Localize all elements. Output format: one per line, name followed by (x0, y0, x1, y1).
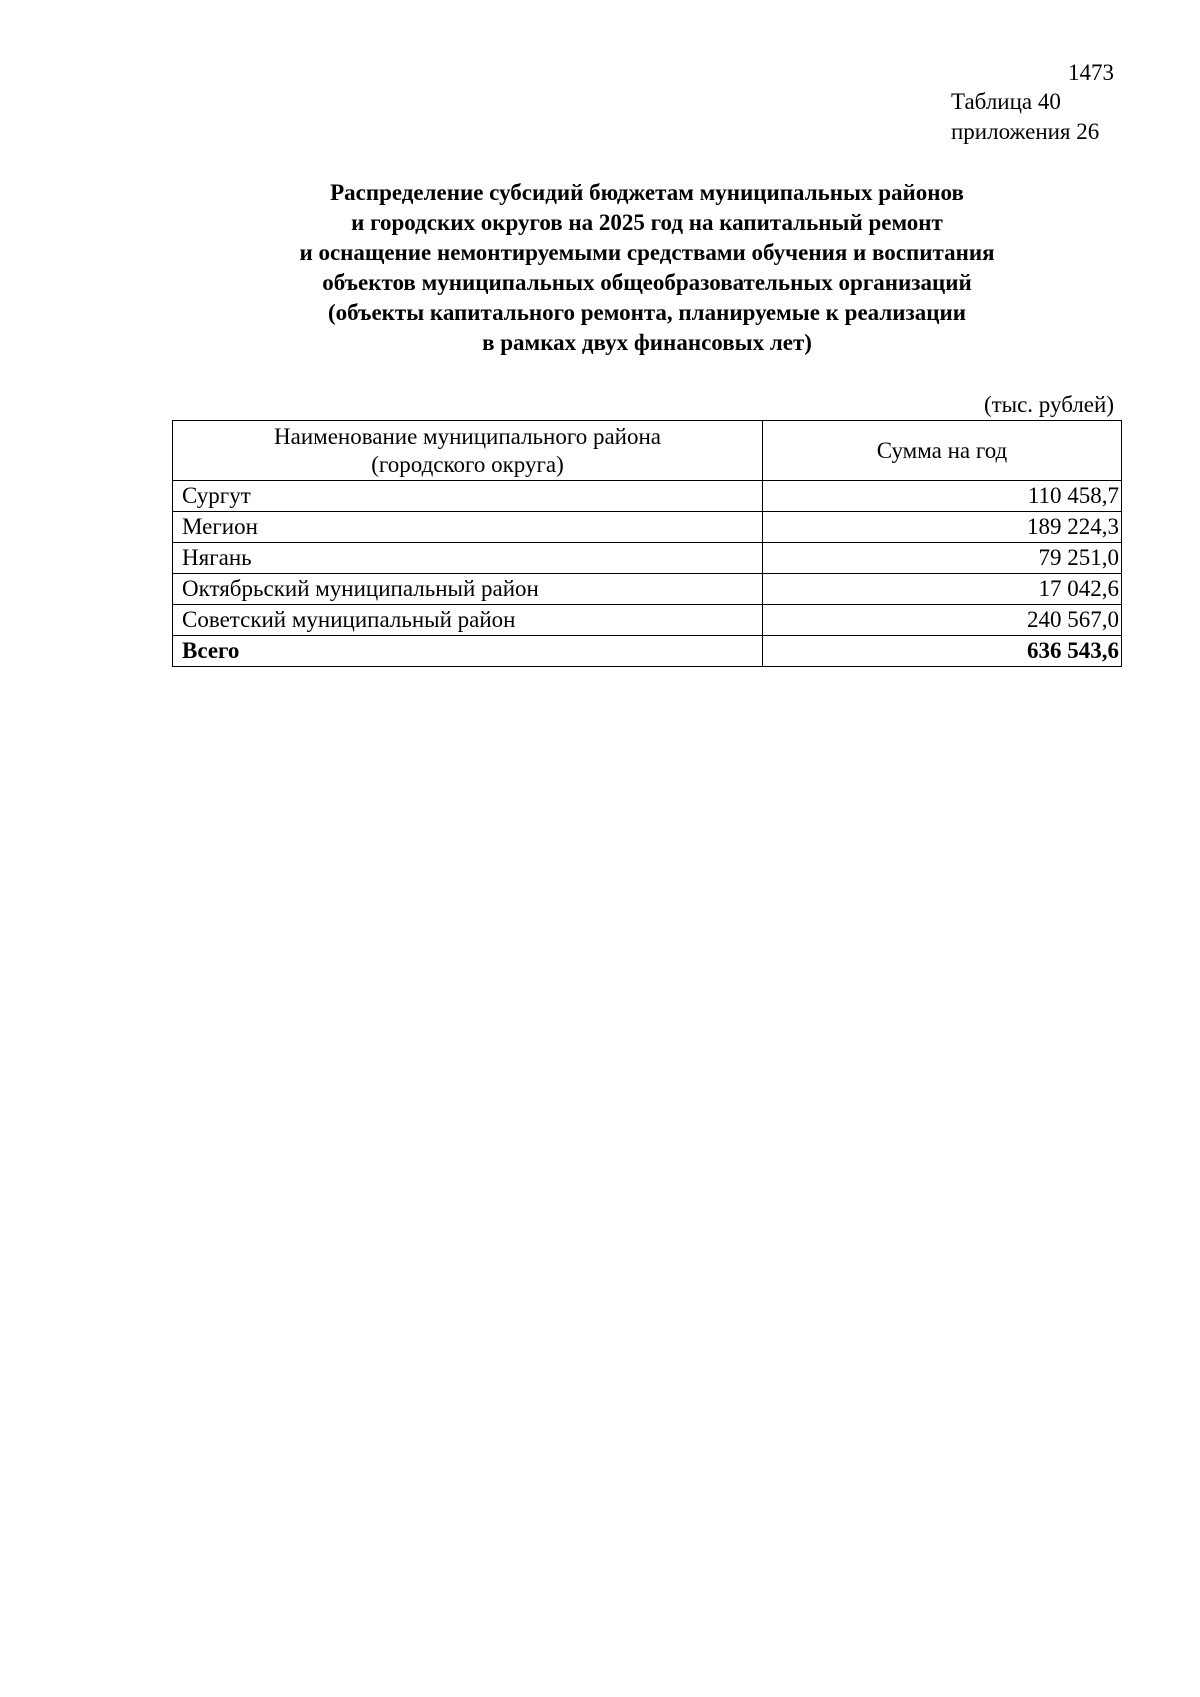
table-header-row (173, 421, 1122, 481)
table-reference-appendix: приложения 26 (951, 119, 1100, 144)
header-municipality-line1: Наименование муниципального района (274, 423, 661, 449)
total-label: Всего (173, 636, 763, 667)
subsidy-table (172, 420, 1122, 667)
title-line: в рамках двух финансовых лет) (482, 330, 812, 355)
row-municipality: Нягань (173, 543, 763, 574)
table-reference (951, 87, 1099, 147)
row-municipality: Сургут (173, 481, 763, 512)
header-municipality-line2: (городского округа) (371, 451, 564, 477)
title-line: и оснащение немонтируемыми средствами обучения и воспитания (299, 240, 995, 265)
row-amount: 79 251,0 (763, 543, 1122, 574)
total-row (173, 636, 1122, 667)
row-municipality: Советский муниципальный район (173, 605, 763, 636)
table-row (173, 574, 1122, 605)
title-line: (объекты капитального ремонта, планируемые к реализации (327, 300, 967, 325)
unit-label: (тыс. рублей) (983, 392, 1114, 417)
row-municipality: Октябрьский муниципальный район (173, 574, 763, 605)
total-amount: 636 543,6 (763, 636, 1122, 667)
title-line: и городских округов на 2025 год на капитальный ремонт (351, 210, 943, 235)
row-amount: 240 567,0 (763, 605, 1122, 636)
header-amount: Сумма на год (763, 421, 1122, 481)
document-title (172, 178, 1122, 358)
table-reference-number: Таблица 40 (951, 89, 1061, 114)
row-municipality: Мегион (173, 512, 763, 543)
table-row (173, 605, 1122, 636)
table-row (173, 512, 1122, 543)
row-amount: 110 458,7 (763, 481, 1122, 512)
table-row (173, 481, 1122, 512)
page-number: 1473 (1068, 60, 1114, 85)
table-row (173, 543, 1122, 574)
title-line: Распределение субсидий бюджетам муниципальных районов (330, 180, 964, 205)
title-line: объектов муниципальных общеобразовательных организаций (322, 270, 972, 295)
row-amount: 189 224,3 (763, 512, 1122, 543)
header-municipality (173, 421, 763, 481)
row-amount: 17 042,6 (763, 574, 1122, 605)
